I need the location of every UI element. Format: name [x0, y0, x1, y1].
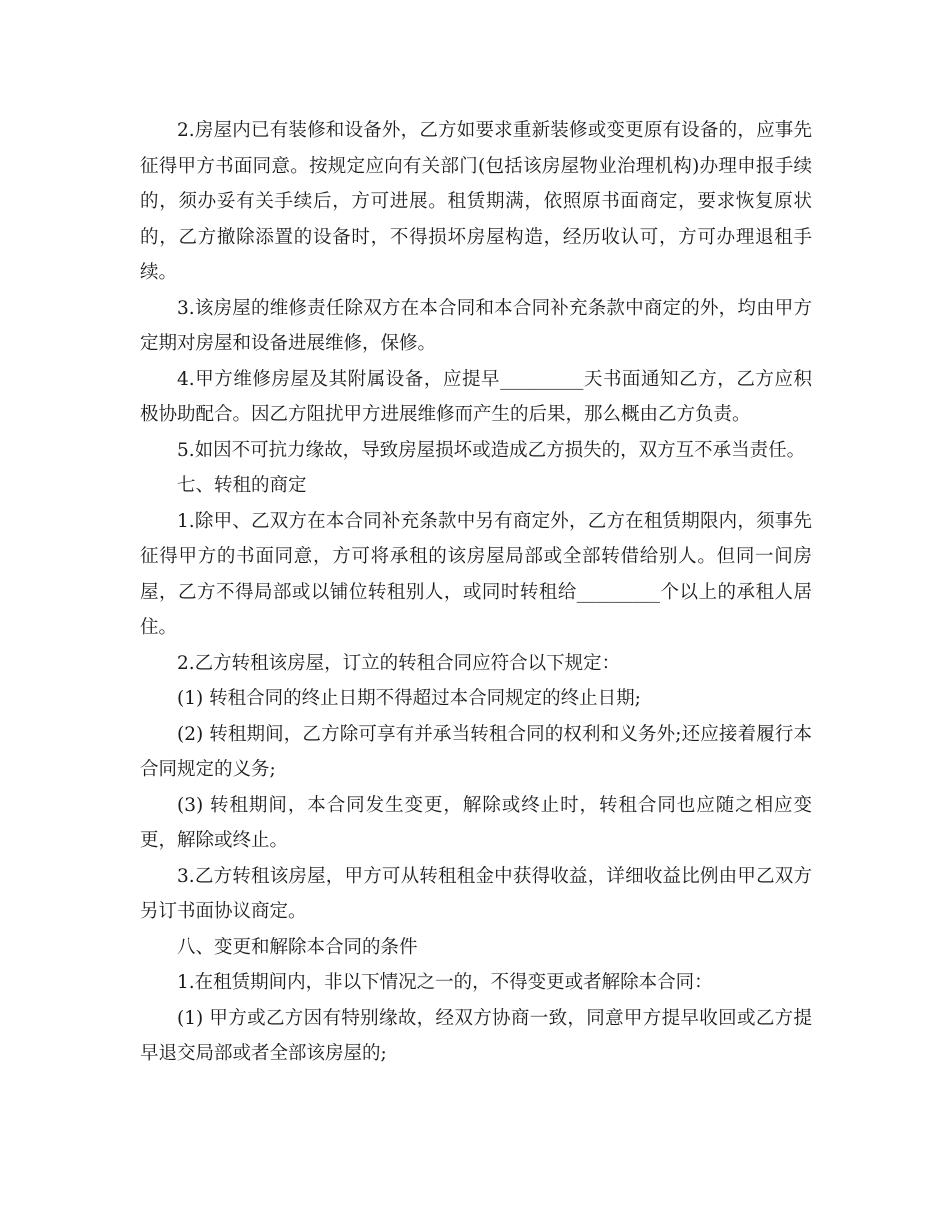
clause-7-3-paragraph: 3.乙方转租该房屋，甲方可从转租租金中获得收益，详细收益比例由甲乙双方另订书面协议商定。: [140, 865, 812, 922]
clause-8-1-paragraph: 1.在租赁期间内，非以下情况之一的，不得变更或者解除本合同：: [177, 972, 713, 993]
clause-7-2-paragraph: 2.乙方转租该房屋，订立的转租合同应符合以下规定：: [177, 652, 621, 674]
document-page: [140, 113, 812, 1072]
section-8-heading: 八、变更和解除本合同的条件: [177, 936, 418, 958]
clause-6-5-paragraph: 5.如因不可抗力缘故，导致房屋损坏或造成乙方损失的，双方互不承当责任。: [177, 439, 806, 461]
clause-7-2-item-2: (2) 转租期间，乙方除可享有并承当转租合同的权利和义务外;还应接着履行本合同规定的义务;: [140, 723, 812, 780]
clause-7-2-item-3: (3) 转租期间，本合同发生变更，解除或终止时，转租合同也应随之相应变更，解除或终止。: [140, 794, 812, 851]
clause-6-4-paragraph: 4.甲方维修房屋及其附属设备，应提早_________天书面通知乙方，乙方应积极协助配合。因乙方阻扰甲方进展维修而产生的后果，那么概由乙方负责。: [140, 368, 812, 425]
clause-7-2-item-1: (1) 转租合同的终止日期不得超过本合同规定的终止日期;: [177, 688, 641, 709]
clause-7-1-paragraph: 1.除甲、乙双方在本合同补充条款中另有商定外，乙方在租赁期限内，须事先征得甲方的书面同意，方可将承租的该房屋局部或全部转借给别人。但同一间房屋，乙方不得局部或以铺位转租别人，或同时转租给_________个以上的承租人居住。: [140, 510, 812, 638]
clause-8-1-item-1: (1) 甲方或乙方因有特别缘故，经双方协商一致，同意甲方提早收回或乙方提早退交局部或者全部该房屋的;: [140, 1007, 812, 1064]
section-7-heading: 七、转租的商定: [177, 475, 307, 496]
clause-6-2-paragraph: 2.房屋内已有装修和设备外，乙方如要求重新装修或变更原有设备的，应事先征得甲方书面同意。按规定应向有关部门(包括该房屋物业治理机构)办理申报手续的，须办妥有关手续后，方可进展。租赁期满，依照原书面商定，要求恢复原状的，乙方撤除添置的设备时，不得损坏房屋构造，经历收认可，方可办理退租手续。: [140, 120, 812, 283]
clause-6-3-paragraph: 3.该房屋的维修责任除双方在本合同和本合同补充条款中商定的外，均由甲方定期对房屋和设备进展维修，保修。: [140, 297, 812, 354]
